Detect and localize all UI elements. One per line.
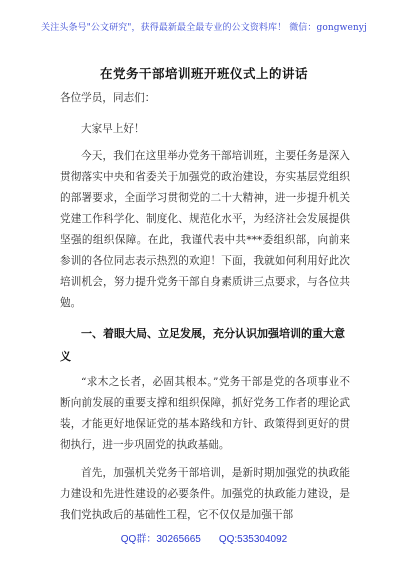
paragraph-2: “求木之长者，必固其根本。”党务干部是党的各项事业不断向前发展的重要支撑和组织保障，抓好党务工作者的理论武装，才能更好地保证党的基本路线和方针、政策得到更好的贯彻执行，进一步巩固党的执政基础。 [60, 376, 350, 451]
section-heading-1: 一、着眼大局、立足发展，充分认识加强培训的重大意义 [60, 327, 345, 363]
footer-qq: QQ:535304092 [218, 534, 288, 545]
footer-contact [0, 530, 408, 545]
document-title: 在党务干部培训班开班仪式上的讲话 [99, 66, 308, 81]
header-banner: 关注头条号"公文研究"，获得最新最全最专业的公文资料库！ 微信：gongwenyj [41, 23, 367, 33]
greeting: 大家早上好！ [81, 123, 145, 135]
paragraph-intro: 今天，我们在这里举办党务干部培训班，主要任务是深入贯彻落实中央和省委关于加强党的政治建设，夯实基层党组织的部署要求，全面学习贯彻党的二十大精神，进一步提升机关党建工作科学化、制度化、规范化水平，为经济社会发展提供坚强的组织保障。在此，我谨代表中共***委组织部，向前来参训的各位同志表示热烈的欢迎！下面，我就如何利用好此次培训机会，努力提升党务干部自身素质讲三点要求，与各位共勉。 [60, 150, 350, 309]
paragraph-3: 首先，加强机关党务干部培训，是新时期加强党的执政能力建设和先进性建设的必要条件。加强党的执政能力建设，是我们党执政后的基础性工程，它不仅仅是加强干部 [60, 467, 350, 521]
salutation: 各位学员，同志们： [60, 92, 156, 104]
footer-qq-group: QQ群：30265665 [120, 534, 201, 545]
